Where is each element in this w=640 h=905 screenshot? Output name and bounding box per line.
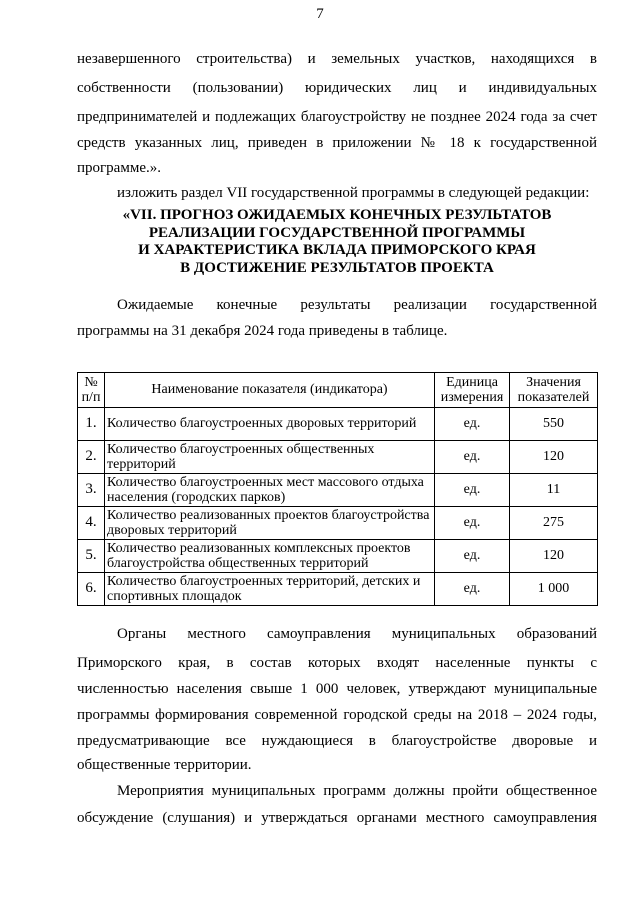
heading-line-1: «VII. ПРОГНОЗ ОЖИДАЕМЫХ КОНЕЧНЫХ РЕЗУЛЬТАТОВ — [122, 207, 552, 223]
row-value: 120 — [510, 441, 598, 474]
row-value: 550 — [510, 408, 598, 441]
row-value: 11 — [510, 474, 598, 507]
row-unit: ед. — [435, 507, 510, 540]
table-row — [78, 540, 598, 573]
table-header-row — [78, 373, 598, 408]
organs-line-1: Органы местного самоуправления муниципальных образований — [117, 626, 597, 642]
row-num: 1. — [78, 408, 105, 441]
page-number: 7 — [316, 6, 324, 22]
row-value: 120 — [510, 540, 598, 573]
row-unit: ед. — [435, 573, 510, 606]
organs-line-6: общественные территории. — [77, 757, 252, 773]
header-num: № п/п — [78, 373, 105, 408]
row-unit: ед. — [435, 474, 510, 507]
results-table — [77, 372, 598, 606]
row-unit: ед. — [435, 441, 510, 474]
row-name: Количество благоустроенных мест массового отдыха населения (городских парков) — [105, 474, 435, 507]
organs-line-5: предусматривающие все нуждающиеся в благоустройстве дворовые и — [77, 733, 597, 749]
intro-line-5: программе.». — [77, 160, 161, 176]
row-num: 3. — [78, 474, 105, 507]
organs-line-2: Приморского края, в состав которых входят населенные пункты с — [77, 655, 597, 671]
row-name: Количество реализованных комплексных проектов благоустройства общественных территорий — [105, 540, 435, 573]
header-name: Наименование показателя (индикатора) — [105, 373, 435, 408]
table-row — [78, 507, 598, 540]
row-unit: ед. — [435, 408, 510, 441]
intro-line-1: незавершенного строительства) и земельных участков, находящихся в — [77, 51, 597, 67]
row-name: Количество благоустроенных дворовых территорий — [105, 408, 435, 441]
row-name: Количество реализованных проектов благоустройства дворовых территорий — [105, 507, 435, 540]
instruction-text: изложить раздел VII государственной программы в следующей редакции: — [117, 185, 590, 201]
table-row — [78, 441, 598, 474]
intro-line-3: предпринимателей и подлежащих благоустройству не позднее 2024 года за счет — [77, 109, 597, 125]
table-row — [78, 474, 598, 507]
row-name: Количество благоустроенных территорий, детских и спортивных площадок — [105, 573, 435, 606]
row-num: 5. — [78, 540, 105, 573]
table-row — [78, 408, 598, 441]
row-num: 2. — [78, 441, 105, 474]
events-line-2: обсуждение (слушания) и утверждаться органами местного самоуправления — [77, 810, 597, 826]
header-value: Значения показателей — [510, 373, 598, 408]
row-unit: ед. — [435, 540, 510, 573]
results-line-2: программы на 31 декабря 2024 года приведены в таблице. — [77, 323, 448, 339]
heading-line-4: В ДОСТИЖЕНИЕ РЕЗУЛЬТАТОВ ПРОЕКТА — [180, 259, 494, 276]
header-unit: Единица измерения — [435, 373, 510, 408]
intro-line-4: средств указанных лиц, приведен в приложении № 18 к государственной — [77, 135, 597, 151]
row-value: 275 — [510, 507, 598, 540]
section-heading — [77, 207, 597, 277]
heading-line-2: РЕАЛИЗАЦИИ ГОСУДАРСТВЕННОЙ ПРОГРАММЫ — [148, 224, 526, 241]
organs-line-4: программы формирования современной городской среды на 2018 – 2024 годы, — [77, 707, 597, 723]
row-num: 4. — [78, 507, 105, 540]
events-line-1: Мероприятия муниципальных программ должны пройти общественное — [117, 783, 597, 799]
results-line-1: Ожидаемые конечные результаты реализации государственной — [117, 297, 597, 313]
row-name: Количество благоустроенных общественных территорий — [105, 441, 435, 474]
intro-line-2: собственности (пользовании) юридических лиц и индивидуальных — [77, 80, 597, 96]
table-row — [78, 573, 598, 606]
row-num: 6. — [78, 573, 105, 606]
organs-line-3: численностью населения свыше 1 000 человек, утверждают муниципальные — [77, 681, 597, 697]
heading-line-3: И ХАРАКТЕРИСТИКА ВКЛАДА ПРИМОРСКОГО КРАЯ — [138, 242, 536, 258]
row-value: 1 000 — [510, 573, 598, 606]
